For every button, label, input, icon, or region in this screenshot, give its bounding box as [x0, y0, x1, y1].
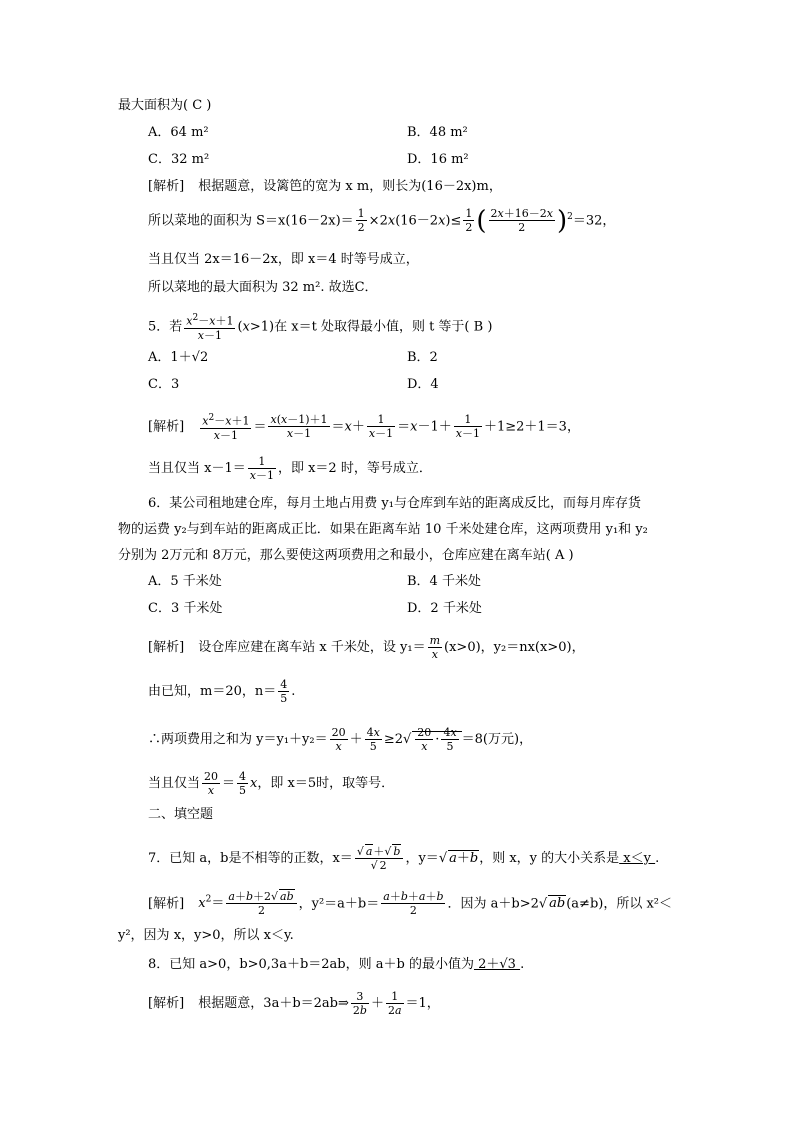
q6-option-a: A．5 千米处: [148, 574, 222, 589]
analysis-label: [解析]: [148, 996, 185, 1011]
q5-option-b: B．2: [407, 350, 438, 365]
q6-option-d: D．2 千米处: [407, 601, 482, 616]
q6-analysis-line3: ∴两项费用之和为 y＝y₁＋y₂＝ $\frac{20}{x}$ ＋ $\frac{4x}{5}$ ≥2√ $\frac{20}{x}$ · $\frac{4x}{5}$ ＝8(万元)，: [148, 726, 533, 753]
fraction: $\frac{x(x-1)+1}{x-1}$: [270, 413, 328, 441]
q4-analysis-text1: 根据题意，设篱笆的宽为 x m，则长为(16－2x)m，: [198, 179, 502, 194]
q4-analysis-line1: [148, 177, 502, 197]
q6-option-b: B．4 千米处: [407, 574, 481, 589]
q5-analysis-line2: 当且仅当 x－1＝ $\frac{1}{x-1}$ ，即 x＝2 时，等号成立．: [148, 455, 432, 482]
q5-option-d: D．4: [407, 377, 439, 392]
fraction: $\frac{1}{x-1}$: [455, 413, 480, 441]
q8-stem: 8．已知 a>0，b>0,3a＋b＝2ab，则 a＋b 的最小值为 2＋√3 .: [148, 957, 525, 972]
fraction: $\frac{m}{x}$: [429, 634, 441, 661]
fraction: $\frac{a+b+a+b}{2}$: [383, 890, 444, 918]
q4-stem-tail: 最大面积为( C ): [118, 98, 212, 113]
fraction: $\frac{1}{2a}$: [387, 990, 402, 1017]
q4-option-a: A．64 m²: [148, 125, 209, 140]
q4-option-c: C．32 m²: [148, 152, 210, 167]
q7-answer: x＜y: [619, 851, 656, 866]
q6-analysis-line2: 由已知，m＝20，n＝ $\frac{4}{5}$ .: [148, 678, 296, 705]
q8-answer: 2＋√3: [473, 957, 521, 972]
q4-option-b: B．48 m²: [407, 125, 468, 140]
q6-line2: 物的运费 y₂与到车站的距离成正比．如果在距离车站 10 千米处建仓库，这两项费用 y₁和 y₂: [118, 522, 648, 537]
fraction: $\frac{1}{2}$: [357, 207, 365, 235]
fraction: $\frac{x^2-x+1}{x-1}$: [186, 313, 234, 342]
q7-stem: 7．已知 a，b是不相等的正数，x＝ $\frac{√ a+√ b}{√ 2}$ ，y＝√ a＋b，则 x，y 的大小关系是 x＜y .: [148, 845, 660, 872]
fraction: $\frac{1}{x-1}$: [249, 455, 274, 482]
q8-analysis-line1: [解析] 根据题意，3a＋b＝2ab⇒ $\frac{3}{2b}$ ＋ $\frac{1}{2a}$ ＝1，: [148, 990, 440, 1017]
fraction: $\frac{4x}{5}$: [366, 726, 380, 753]
fraction: $\frac{4}{5}$: [280, 678, 288, 705]
analysis-label: [解析]: [148, 179, 185, 194]
fraction: $\frac{2x+16-2x}{2}$: [490, 207, 553, 235]
q6-line1: 6．某公司租地建仓库，每月土地占用费 y₁与仓库到车站的距离成反比，而每月库存货: [148, 496, 641, 511]
q5-stem: 5．若 $\frac{x^2-x+1}{x-1}$ (x>1)在 x＝t 处取得最小值，则 t 等于( B ): [148, 313, 493, 342]
fraction: $\frac{4}{5}$: [239, 770, 247, 797]
q6-analysis-line1: [解析] 设仓库应建在离车站 x 千米处，设 y₁＝ $\frac{m}{x}$ (x>0)，y₂＝nx(x>0)，: [148, 634, 585, 661]
q5-option-c: C．3: [148, 377, 180, 392]
fraction: $\frac{20}{x}$: [204, 770, 219, 797]
q6-option-c: C．3 千米处: [148, 601, 223, 616]
q4-option-d: D．16 m²: [407, 152, 469, 167]
section-title: 二、填空题: [148, 807, 214, 822]
analysis-label: [解析]: [148, 896, 185, 912]
fraction: $\frac{3}{2b}$: [352, 990, 367, 1017]
analysis-label: [解析]: [148, 640, 185, 655]
q6-line3: 分别为 2万元和 8万元，那么要使这两项费用之和最小，仓库应建在离车站( A ): [118, 548, 574, 563]
fraction: $\frac{x^2-x+1}{x-1}$: [202, 413, 250, 442]
fraction: $\frac{a+b+2√ ab}{2}$: [226, 890, 296, 917]
sqrt-term: $\frac{20}{x}$ · $\frac{4x}{5}$: [412, 731, 461, 747]
analysis-label: [解析]: [148, 419, 185, 435]
q6-analysis-line4: 当且仅当 $\frac{20}{x}$ ＝ $\frac{4}{5}$ x，即 x＝5时，取等号．: [148, 770, 395, 797]
fraction: $\frac{20}{x}$: [331, 726, 346, 753]
q7-analysis-line1: [解析] $x^2=$ $\frac{a+b+2√ ab}{2}$ ，y²＝a＋b＝ $\frac{a+b+a+b}{2}$ ．因为 a＋b>2√ ab(a≠b)，所以 x²＜: [148, 890, 673, 918]
fraction: $\frac{1}{2}$: [465, 207, 473, 235]
q4-analysis-line4: 所以菜地的最大面积为 32 m². 故选C．: [148, 280, 378, 295]
q5-option-a: A．1＋√2: [148, 350, 209, 365]
q5-num: 5．若: [148, 319, 183, 335]
fraction: $\frac{√ a+√ b}{√ 2}$: [355, 845, 404, 872]
q4-analysis-line3: 当且仅当 2x＝16－2x，即 x＝4 时等号成立，: [148, 252, 419, 267]
q7-analysis-line2: y²，因为 x，y>0，所以 x＜y.: [118, 928, 294, 943]
q5-tail: 在 x＝t 处取得最小值，则 t 等于( B ): [274, 319, 493, 335]
fraction: $\frac{1}{x-1}$: [368, 413, 394, 441]
q5-analysis-line1: [解析] $\frac{x^2-x+1}{x-1}$ ＝ $\frac{x(x-1)+1}{x-1}$ ＝x＋ $\frac{1}{x-1}$ ＝x－1＋ $\frac{1}{x-1}$ ＋1≥2＋1＝3，: [148, 413, 580, 442]
q4-analysis-text2: 所以菜地的面积为 S＝x(16－2x)＝: [148, 213, 354, 229]
q4-analysis-line2: 所以菜地的面积为 S＝x(16－2x)＝ $\frac{1}{2}$ ×2x(16－2x)≤ $\frac{1}{2}$ ( $\frac{2x+16-2x}{2}$ )$^2$＝32，: [148, 205, 616, 236]
